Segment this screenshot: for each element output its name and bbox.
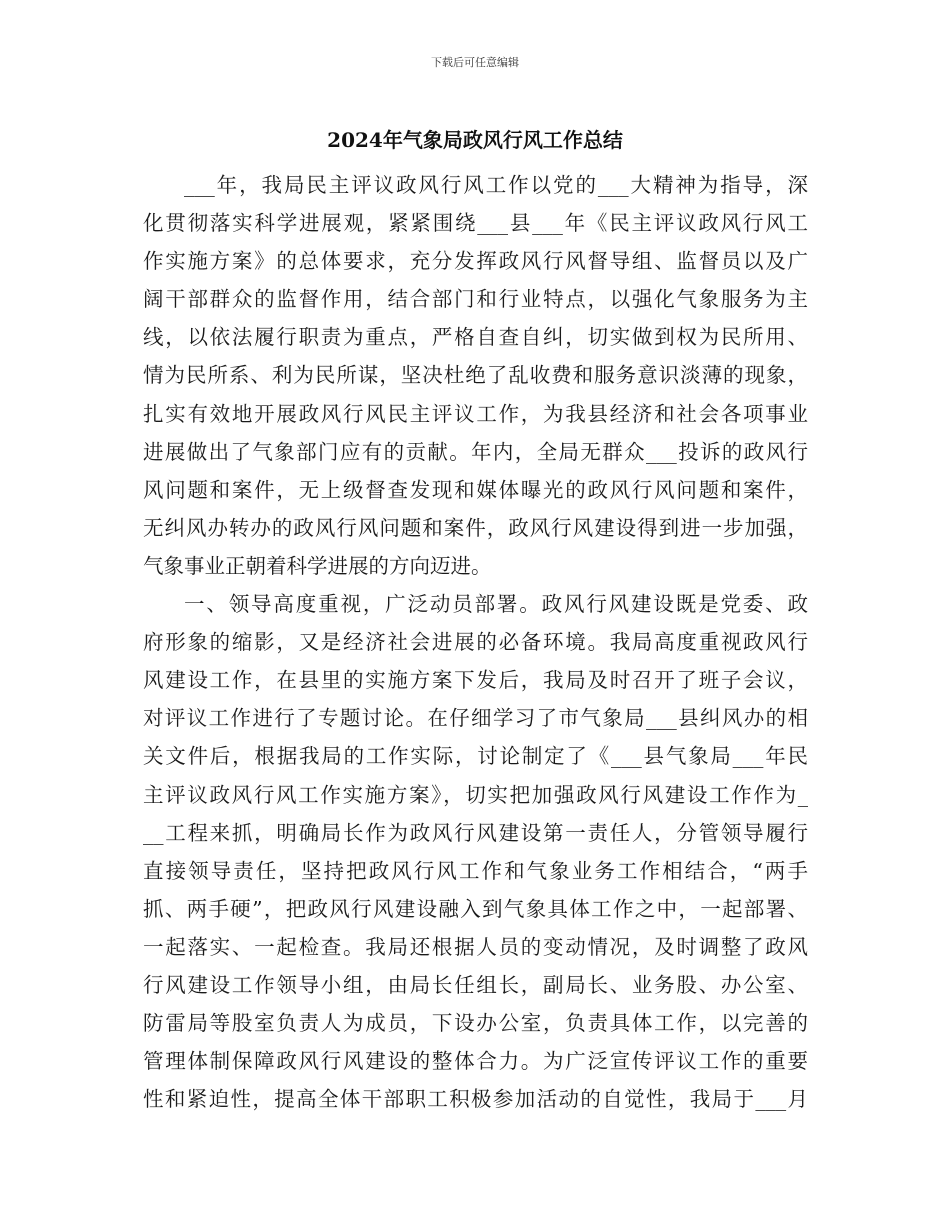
body-line: __工程来抓，明确局长作为政风行风建设第一责任人，分管领导履行: [143, 820, 808, 845]
body-line: 扎实有效地开展政风行风民主评议工作，为我县经济和社会各项事业: [143, 401, 808, 426]
document-title: 2024年气象局政风行风工作总结: [327, 128, 623, 152]
page-header-note: 下载后可任意编辑: [431, 56, 519, 69]
body-line: 风问题和案件，无上级督查发现和媒体曝光的政风行风问题和案件，: [143, 477, 808, 502]
body-line: 直接领导责任，坚持把政风行风工作和气象业务工作相结合，“两手: [143, 858, 808, 883]
body-line: 对评议工作进行了专题讨论。在仔细学习了市气象局___县纠风办的相: [143, 706, 808, 731]
body-line: 府形象的缩影，又是经济社会进展的必备环境。我局高度重视政风行: [143, 630, 808, 655]
body-line: 作实施方案》的总体要求，充分发挥政风行风督导组、监督员以及广: [143, 249, 808, 274]
body-line: 主评议政风行风工作实施方案》，切实把加强政风行风建设工作作为_: [143, 782, 808, 807]
body-line: 无纠风办转办的政风行风问题和案件，政风行风建设得到进一步加强，: [143, 515, 808, 540]
body-line: 进展做出了气象部门应有的贡献。年内，全局无群众___投诉的政风行: [143, 439, 808, 464]
body-line: 情为民所系、利为民所谋，坚决杜绝了乱收费和服务意识淡薄的现象，: [143, 363, 808, 388]
document-body: [143, 166, 808, 1118]
body-line: ___年，我局民主评议政风行风工作以党的___大精神为指导，深: [184, 173, 808, 197]
body-line: 气象事业正朝着科学进展的方向迈进。: [143, 553, 492, 578]
body-line: 防雷局等股室负责人为成员，下设办公室，负责具体工作，以完善的: [143, 1011, 808, 1036]
body-line: 风建设工作，在县里的实施方案下发后，我局及时召开了班子会议，: [143, 668, 808, 693]
body-line: 行风建设工作领导小组，由局长任组长，副局长、业务股、办公室、: [143, 972, 808, 997]
body-line: 阔干部群众的监督作用，结合部门和行业特点，以强化气象服务为主: [143, 287, 808, 312]
body-line: 管理体制保障政风行风建设的整体合力。为广泛宣传评议工作的重要: [143, 1049, 808, 1074]
body-line: 抓、两手硬”，把政风行风建设融入到气象具体工作之中，一起部署、: [143, 896, 808, 921]
body-line: 一起落实、一起检查。我局还根据人员的变动情况，及时调整了政风: [143, 934, 808, 959]
body-line: 一、领导高度重视，广泛动员部署。政风行风建设既是党委、政: [184, 592, 808, 617]
body-line: 化贯彻落实科学进展观，紧紧围绕___县___年《民主评议政风行风工: [143, 211, 808, 236]
body-line: 线，以依法履行职责为重点，严格自查自纠，切实做到权为民所用、: [143, 325, 808, 350]
body-line: 关文件后，根据我局的工作实际，讨论制定了《___县气象局___年民: [143, 744, 808, 769]
body-line: 性和紧迫性，提高全体干部职工积极参加活动的自觉性，我局于___月: [143, 1087, 808, 1112]
